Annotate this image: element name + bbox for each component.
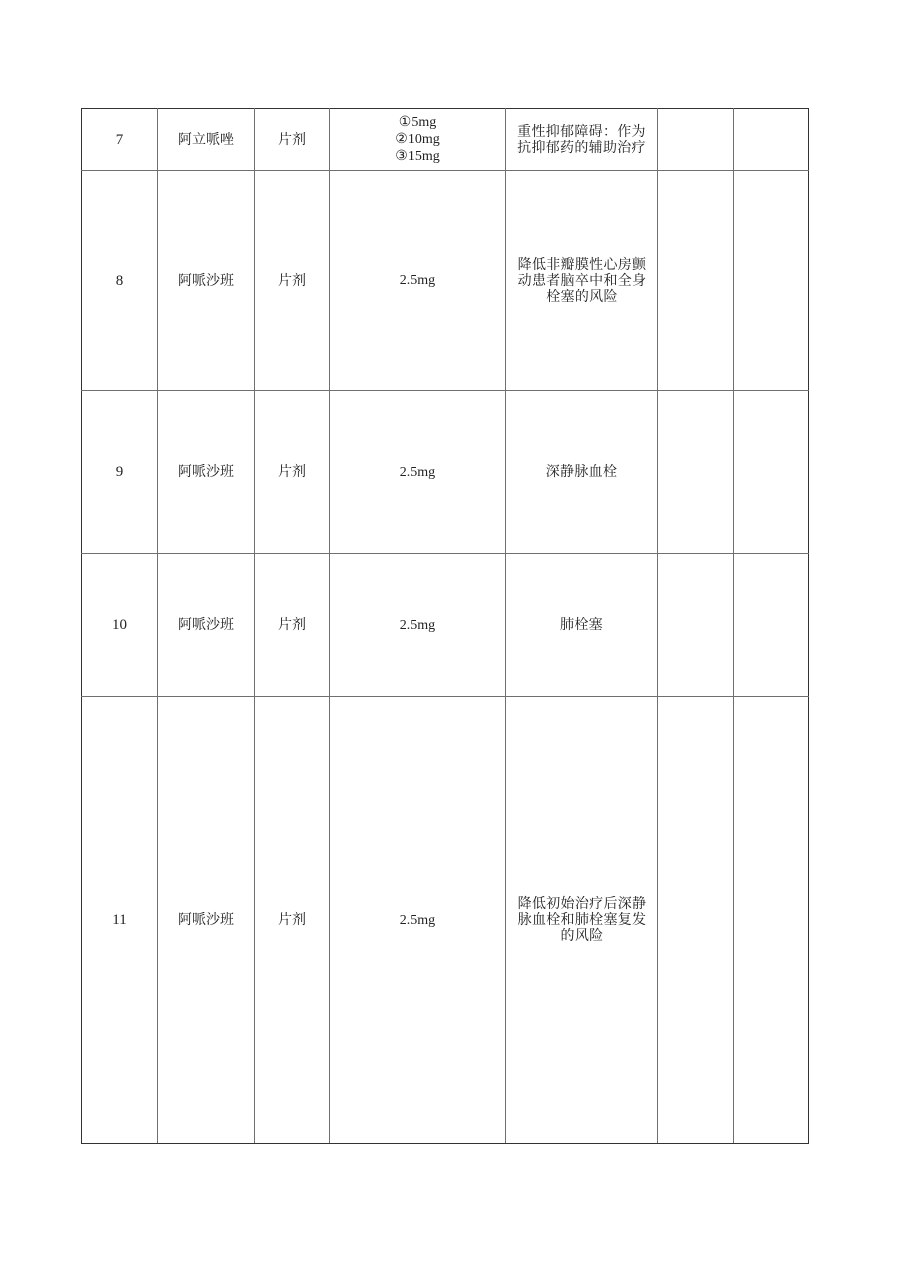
specification-cell xyxy=(330,697,506,1144)
row-number-cell xyxy=(82,109,158,171)
specification-line: 2.5mg xyxy=(399,912,436,928)
indication-cell xyxy=(506,697,658,1144)
empty-cell xyxy=(734,554,809,697)
row-number: 9 xyxy=(115,464,124,480)
empty-cell xyxy=(658,109,734,171)
dosage-form: 片剂 xyxy=(278,912,306,928)
indication-cell xyxy=(506,391,658,554)
specification-line: 2.5mg xyxy=(399,464,436,480)
specification-cell xyxy=(330,554,506,697)
empty-cell xyxy=(734,391,809,554)
dosage-form: 片剂 xyxy=(278,131,306,148)
drug-name: 阿哌沙班 xyxy=(178,272,234,289)
specification-cell xyxy=(330,109,506,171)
table-row xyxy=(82,171,809,391)
drug-name-cell xyxy=(158,697,255,1144)
dosage-form: 片剂 xyxy=(278,272,306,289)
table-row xyxy=(82,697,809,1144)
row-number-cell xyxy=(82,171,158,391)
dosage-form: 片剂 xyxy=(278,464,306,480)
dosage-form-cell xyxy=(255,697,330,1144)
indication-text: 降低初始治疗后深静脉血栓和肺栓塞复发的风险 xyxy=(517,896,647,944)
dosage-form: 片剂 xyxy=(278,617,306,633)
drug-name: 阿哌沙班 xyxy=(178,617,234,633)
dosage-form-cell xyxy=(255,554,330,697)
indication-cell xyxy=(506,554,658,697)
drug-name: 阿哌沙班 xyxy=(178,464,234,480)
row-number-cell xyxy=(82,554,158,697)
drug-name-cell xyxy=(158,554,255,697)
indication-cell xyxy=(506,109,658,171)
table-row xyxy=(82,109,809,171)
table-row xyxy=(82,554,809,697)
empty-cell xyxy=(658,554,734,697)
specification-line: 2.5mg xyxy=(399,617,436,633)
drug-name: 阿哌沙班 xyxy=(178,912,234,928)
row-number-cell xyxy=(82,391,158,554)
specification-cell xyxy=(330,171,506,391)
dosage-form-cell xyxy=(255,109,330,171)
row-number: 11 xyxy=(112,912,127,928)
empty-cell xyxy=(734,109,809,171)
indication-text: 肺栓塞 xyxy=(560,617,603,633)
indication-text: 降低非瓣膜性心房颤动患者脑卒中和全身栓塞的风险 xyxy=(517,256,647,305)
row-number: 8 xyxy=(115,272,124,289)
specification-line: ②10mg xyxy=(395,132,440,147)
drug-name-cell xyxy=(158,391,255,554)
row-number: 7 xyxy=(115,131,124,148)
empty-cell xyxy=(734,697,809,1144)
indication-text: 深静脉血栓 xyxy=(545,464,618,480)
drug-name-cell xyxy=(158,171,255,391)
table-row xyxy=(82,391,809,554)
empty-cell xyxy=(658,697,734,1144)
indication-text: 重性抑郁障碍：作为抗抑郁药的辅助治疗 xyxy=(517,123,646,156)
row-number: 10 xyxy=(112,617,127,633)
indication-cell xyxy=(506,171,658,391)
empty-cell xyxy=(658,171,734,391)
empty-cell xyxy=(658,391,734,554)
dosage-form-cell xyxy=(255,391,330,554)
drug-name: 阿立哌唑 xyxy=(178,131,234,148)
specification-line: 2.5mg xyxy=(399,273,436,288)
row-number-cell xyxy=(82,697,158,1144)
empty-cell xyxy=(734,171,809,391)
specification-cell xyxy=(330,391,506,554)
specification-line: ①5mg xyxy=(398,115,437,130)
specification-line: ③15mg xyxy=(395,149,440,164)
drug-name-cell xyxy=(158,109,255,171)
dosage-form-cell xyxy=(255,171,330,391)
drug-table xyxy=(81,108,809,1144)
